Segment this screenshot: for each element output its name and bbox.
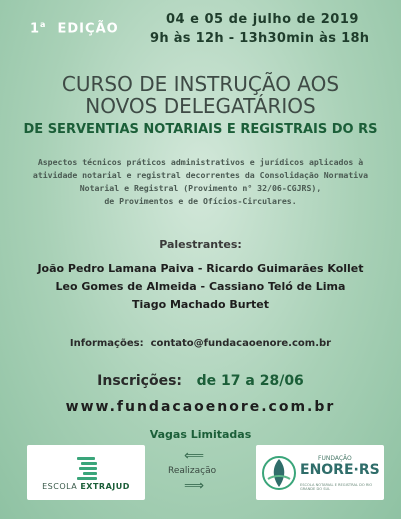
course-description: Aspectos técnicos práticos administrativos e jurídicos aplicados à atividade notarial e registral decorrentes da Consolidação Normativa Notarial e Registral (Provimento n° 32/06-CGJRS), de Provimentos e de Ofícios-Circulares. [32, 157, 369, 206]
course-subtitle: DE SERVENTIAS NOTARIAIS E REGISTRAIS DO RS [23, 122, 378, 137]
extrajud-logo-icon [27, 445, 145, 500]
enore-logo-icon [262, 451, 296, 495]
registration-label: Inscrições: [97, 373, 183, 389]
info-email[interactable]: contato@fundacaoenore.com.br [150, 338, 332, 349]
registration-line [0, 373, 401, 389]
speakers-line: Leo Gomes de Almeida - Cassiano Teló de Lima [55, 280, 346, 293]
speakers-line: João Pedro Lamana Paiva - Ricardo Guimarães Kollet [37, 262, 364, 275]
realization-label: Realização [168, 466, 217, 476]
arrow-right-icon: ⟹ [184, 478, 205, 494]
edition-label: 1$^a$ EDIÇÃO [30, 20, 119, 37]
website-link[interactable]: www.fundacaoenore.com.br [65, 399, 336, 415]
speakers-list [0, 260, 401, 314]
course-title-line2: NOVOS DELEGATÁRIOS [85, 94, 316, 118]
event-date: 04 e 05 de julho de 2019 [166, 12, 359, 27]
speakers-line: Tiago Machado Burtet [132, 298, 269, 311]
escola-extrajud-logo: ESCOLA EXTRAJUD [27, 445, 145, 500]
vacancies-label: Vagas Limitadas [149, 428, 252, 441]
registration-period: de 17 a 28/06 [196, 373, 304, 389]
info-line [0, 338, 401, 349]
course-title-line1: CURSO DE INSTRUÇÃO AOS [61, 72, 340, 96]
arrow-left-icon: ⟸ [184, 448, 205, 464]
event-time: 9h às 12h - 13h30min às 18h [150, 31, 370, 46]
fundacao-enore-logo: FUNDAÇÃO ENORE·RS ESCOLA NOTARIAL E REGISTRAL DO RIO GRANDE DO SUL [256, 445, 384, 500]
info-label: Informações: [69, 338, 144, 349]
speakers-label: Palestrantes: [159, 238, 242, 251]
